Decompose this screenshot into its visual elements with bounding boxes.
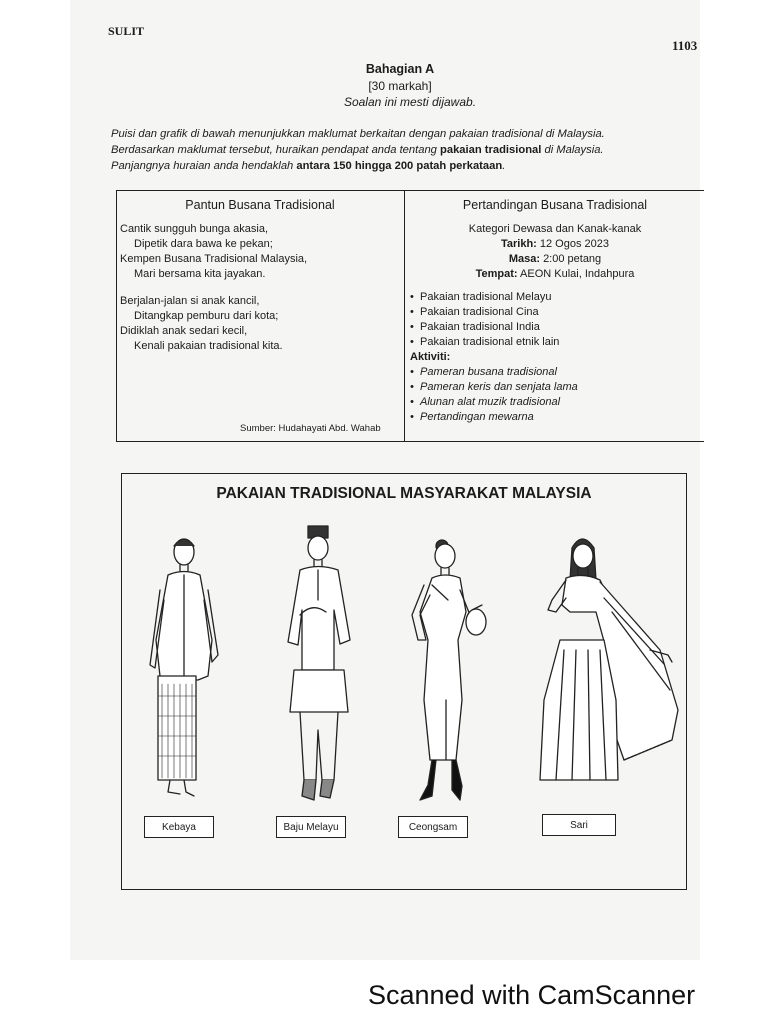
pantun-line: Berjalan-jalan si anak kancil, <box>120 295 260 307</box>
label-kebaya: Kebaya <box>144 816 214 838</box>
list-item: • Pertandingan mewarna <box>410 410 700 425</box>
contest-venue: Tempat: AEON Kulai, Indahpura <box>475 268 635 280</box>
instruction-line-1: Puisi dan grafik di bawah menunjukkan maklumat berkaitan dengan pakaian tradisional di Malaysia. <box>111 128 605 140</box>
pantun-line: Mari bersama kita jayakan. <box>134 268 266 280</box>
pantun-source: Sumber: Hudahayati Abd. Wahab <box>240 423 381 434</box>
list-item: • Pameran busana tradisional <box>410 365 700 380</box>
list-item: • Pakaian tradisional Melayu <box>410 290 700 305</box>
pantun-title: Pantun Busana Tradisional <box>185 198 335 212</box>
label-baju-melayu: Baju Melayu <box>276 816 346 838</box>
figure-title: PAKAIAN TRADISIONAL MASYARAKAT MALAYSIA <box>216 485 592 502</box>
contest-title: Pertandingan Busana Tradisional <box>462 198 648 212</box>
pantun-line: Kempen Busana Tradisional Malaysia, <box>120 253 308 265</box>
camscanner-watermark: Scanned with CamScanner <box>368 980 696 1010</box>
section-note: Soalan ini mesti dijawab. <box>343 95 477 109</box>
instruction-line-2: Berdasarkan maklumat tersebut, huraikan pendapat anda tentang pakaian tradisional di Malaysia. <box>111 144 604 156</box>
contest-date: Tarikh: 12 Ogos 2023 <box>500 238 610 250</box>
activities-title: Aktiviti: <box>410 351 451 363</box>
baju-melayu-figure-illustration <box>288 526 350 800</box>
instruction-line-3: Panjangnya huraian anda hendaklah antara 150 hingga 200 patah perkataan. <box>111 160 506 172</box>
sari-figure-illustration <box>540 539 678 780</box>
page-number: 1103 <box>672 38 698 53</box>
sulit-label: SULIT <box>108 24 145 38</box>
pantun-line: Cantik sungguh bunga akasia, <box>120 223 268 235</box>
label-ceongsam: Ceongsam <box>398 816 468 838</box>
list-item: • Pakaian tradisional India <box>410 320 700 335</box>
list-item: • Alunan alat muzik tradisional <box>410 395 700 410</box>
list-item: • Pameran keris dan senjata lama <box>410 380 700 395</box>
list-item: • Pakaian tradisional Cina <box>410 305 700 320</box>
pantun-line: Ditangkap pemburu dari kota; <box>134 310 279 322</box>
section-marks: [30 markah] <box>368 79 432 93</box>
kebaya-figure-illustration <box>150 539 218 796</box>
contest-category: Kategori Dewasa dan Kanak-kanak <box>468 223 642 235</box>
pantun-line: Dipetik dara bawa ke pekan; <box>134 238 273 250</box>
section-title: Bahagian A <box>365 62 435 76</box>
contest-time: Masa: 2:00 petang <box>508 253 602 265</box>
list-item: • Pakaian tradisional etnik lain <box>410 335 700 350</box>
ceongsam-figure-illustration <box>412 540 486 800</box>
pantun-line: Kenali pakaian tradisional kita. <box>134 340 283 352</box>
label-sari: Sari <box>542 814 616 836</box>
pantun-line: Didiklah anak sedari kecil, <box>120 325 248 337</box>
